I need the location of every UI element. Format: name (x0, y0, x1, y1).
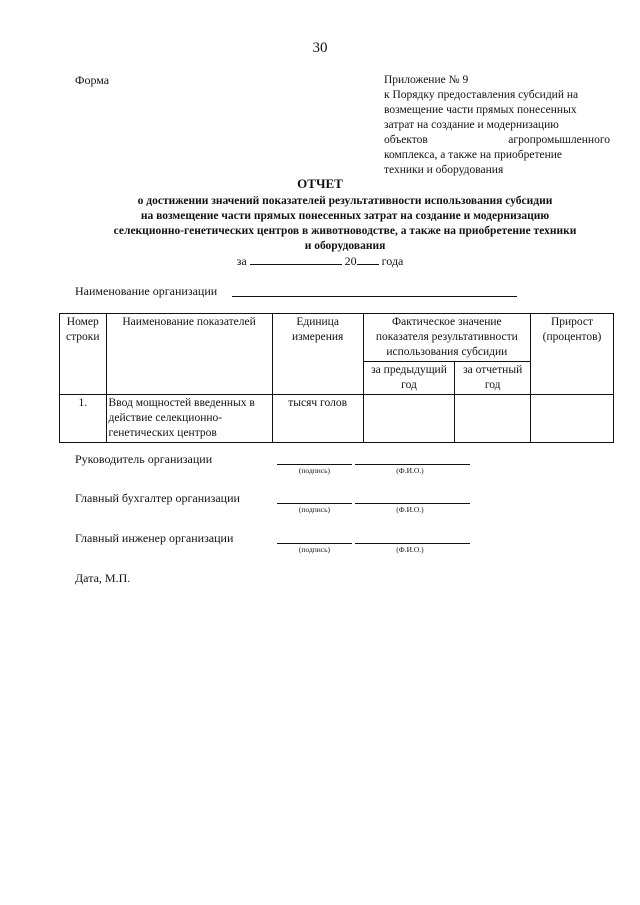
report-subtitle-line: и оборудования (304, 240, 386, 252)
indicators-table (59, 313, 614, 443)
signature-field-engineer[interactable] (277, 543, 352, 544)
cell-row-number: 1. (60, 395, 107, 443)
name-caption: (Ф.И.О.) (396, 545, 424, 554)
report-period (0, 253, 640, 269)
cell-current-year[interactable] (455, 395, 531, 443)
report-subtitle-line: на возмещение части прямых понесенных затрат на создание и модернизацию (140, 210, 550, 222)
appendix-line: Приложение № 9 (384, 74, 469, 86)
header-current-year: за отчетный год (455, 362, 531, 395)
appendix-word: объектов (384, 134, 428, 146)
table-row (60, 395, 614, 443)
appendix-line: затрат на создание и модернизацию (384, 119, 559, 131)
appendix-word: агропромышленного (508, 134, 610, 146)
header-row-number: Номер строки (60, 314, 107, 395)
header-unit: Единица измерения (272, 314, 363, 395)
report-subtitle-line: о достижении значений показателей результативности использования субсидии (137, 195, 553, 207)
name-field-accountant[interactable] (355, 503, 470, 504)
page-number: 30 (312, 40, 328, 56)
organization-name-label: Наименование организации (75, 284, 218, 298)
appendix-line-text (384, 133, 610, 148)
report-subtitle (75, 194, 615, 254)
appendix-line: техники и оборудования (384, 164, 504, 176)
appendix-line (384, 133, 610, 148)
signature-label-engineer: Главный инженер организации (75, 531, 234, 545)
appendix-line: к Порядку предоставления субсидий на (384, 89, 579, 101)
cell-unit: тысяч голов (272, 395, 363, 443)
name-field-engineer[interactable] (355, 543, 470, 544)
form-label: Форма (75, 73, 110, 87)
header-indicator-name: Наименование показателей (106, 314, 272, 395)
signature-label-accountant: Главный бухгалтер организации (75, 491, 240, 505)
signature-caption: (подпись) (298, 466, 331, 475)
organization-name-field[interactable] (232, 296, 517, 297)
signature-caption: (подпись) (298, 505, 331, 514)
header-actual-value: Фактическое значение показателя результативности использования субсидии (363, 314, 530, 362)
appendix-note (384, 73, 610, 178)
appendix-line: возмещение части прямых понесенных (384, 104, 577, 116)
period-year-prefix: 20 (344, 254, 357, 268)
period-date-field[interactable] (250, 253, 342, 265)
table-header-row (60, 314, 614, 362)
appendix-line: комплекса, а также на приобретение (384, 149, 563, 161)
period-year-field[interactable] (357, 253, 379, 265)
period-prefix: за (236, 254, 247, 268)
period-suffix: года (381, 254, 404, 268)
header-increase: Прирост (процентов) (531, 314, 614, 395)
header-previous-year: за предыдущий год (363, 362, 455, 395)
name-field-director[interactable] (355, 464, 470, 465)
report-subtitle-line: селекционно-генетических центров в животноводстве, а также на приобретение техники (113, 225, 577, 237)
report-title: ОТЧЕТ (297, 176, 343, 191)
cell-increase[interactable] (531, 395, 614, 443)
signature-caption: (подпись) (298, 545, 331, 554)
signature-label-director: Руководитель организации (75, 452, 213, 466)
date-stamp-label: Дата, М.П. (75, 571, 131, 585)
signature-field-accountant[interactable] (277, 503, 352, 504)
signature-field-director[interactable] (277, 464, 352, 465)
name-caption: (Ф.И.О.) (396, 466, 424, 475)
cell-previous-year[interactable] (363, 395, 455, 443)
name-caption: (Ф.И.О.) (396, 505, 424, 514)
cell-indicator-name: Ввод мощностей введенных в действие селекционно-генетических центров (106, 395, 272, 443)
